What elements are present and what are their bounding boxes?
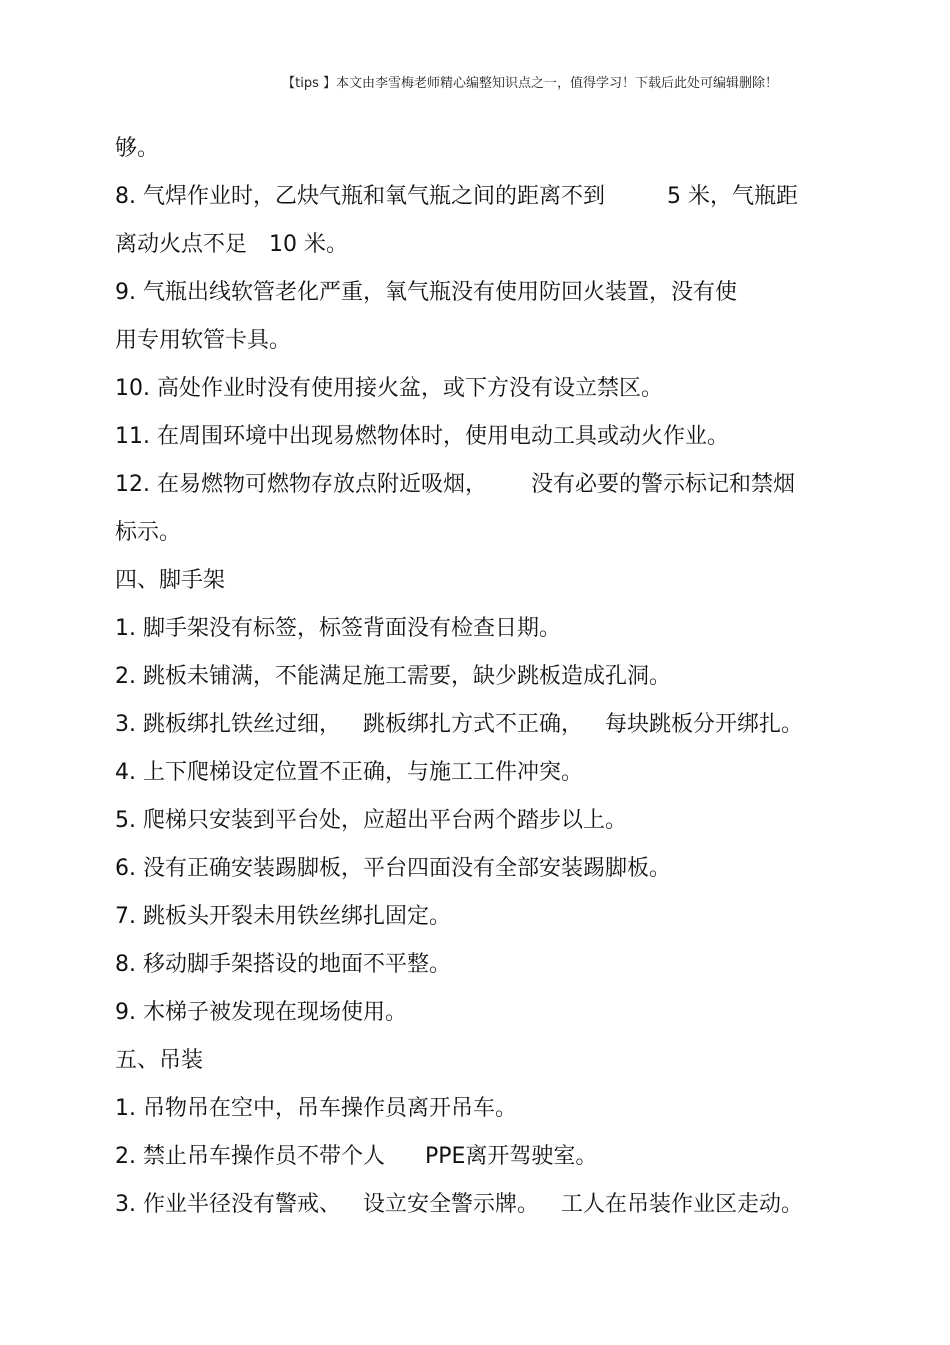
text-line: 1. 脚手架没有标签，标签背面没有检查日期。 [115,616,561,641]
text-line: 11. 在周围环境中出现易燃物体时，使用电动工具或动火作业。 [115,424,729,449]
text-line: 2. 禁止吊车操作员不带个人 PPE离开驾驶室。 [115,1144,598,1169]
text-line: 标示。 [115,520,182,545]
text-line: 9. 气瓶出线软管老化严重，氧气瓶没有使用防回火装置，没有使 [115,280,737,305]
text-line: 用专用软管卡具。 [115,328,292,353]
text-line: 2. 跳板未铺满，不能满足施工需要，缺少跳板造成孔洞。 [115,664,671,689]
text-line: 9. 木梯子被发现在现场使用。 [115,1000,407,1025]
text-line: 7. 跳板头开裂未用铁丝绑扎固定。 [115,904,451,929]
text-line: 离动火点不足 10 米。 [115,232,349,257]
text-line: 6. 没有正确安装踢脚板，平台四面没有全部安装踢脚板。 [115,856,671,881]
text-line: 5. 爬梯只安装到平台处，应超出平台两个踏步以上。 [115,808,627,833]
text-line: 8. 移动脚手架搭设的地面不平整。 [115,952,451,977]
text-line: 8. 气焊作业时，乙炔气瓶和氧气瓶之间的距离不到 5 米，气瓶距 [115,184,798,209]
text-line: 1. 吊物吊在空中，吊车操作员离开吊车。 [115,1096,517,1121]
text-line: 4. 上下爬梯设定位置不正确，与施工工件冲突。 [115,760,583,785]
header-tip: 【tips 】本文由李雪梅老师精心编整知识点之一，值得学习！下载后此处可编辑删除！ [282,76,778,91]
document-body [115,125,835,1229]
text-line: 3. 跳板绑扎铁丝过细， 跳板绑扎方式不正确， 每块跳板分开绑扎。 [115,712,804,737]
section-heading: 五、吊装 [115,1048,204,1073]
text-line: 10. 高处作业时没有使用接火盆，或下方没有设立禁区。 [115,376,663,401]
text-line: 3. 作业半径没有警戒、 设立安全警示牌。 工人在吊装作业区走动。 [115,1192,804,1217]
text-line: 12. 在易燃物可燃物存放点附近吸烟， 没有必要的警示标记和禁烟 [115,472,795,497]
text-line: 够。 [115,136,160,161]
section-heading: 四、脚手架 [115,568,226,593]
